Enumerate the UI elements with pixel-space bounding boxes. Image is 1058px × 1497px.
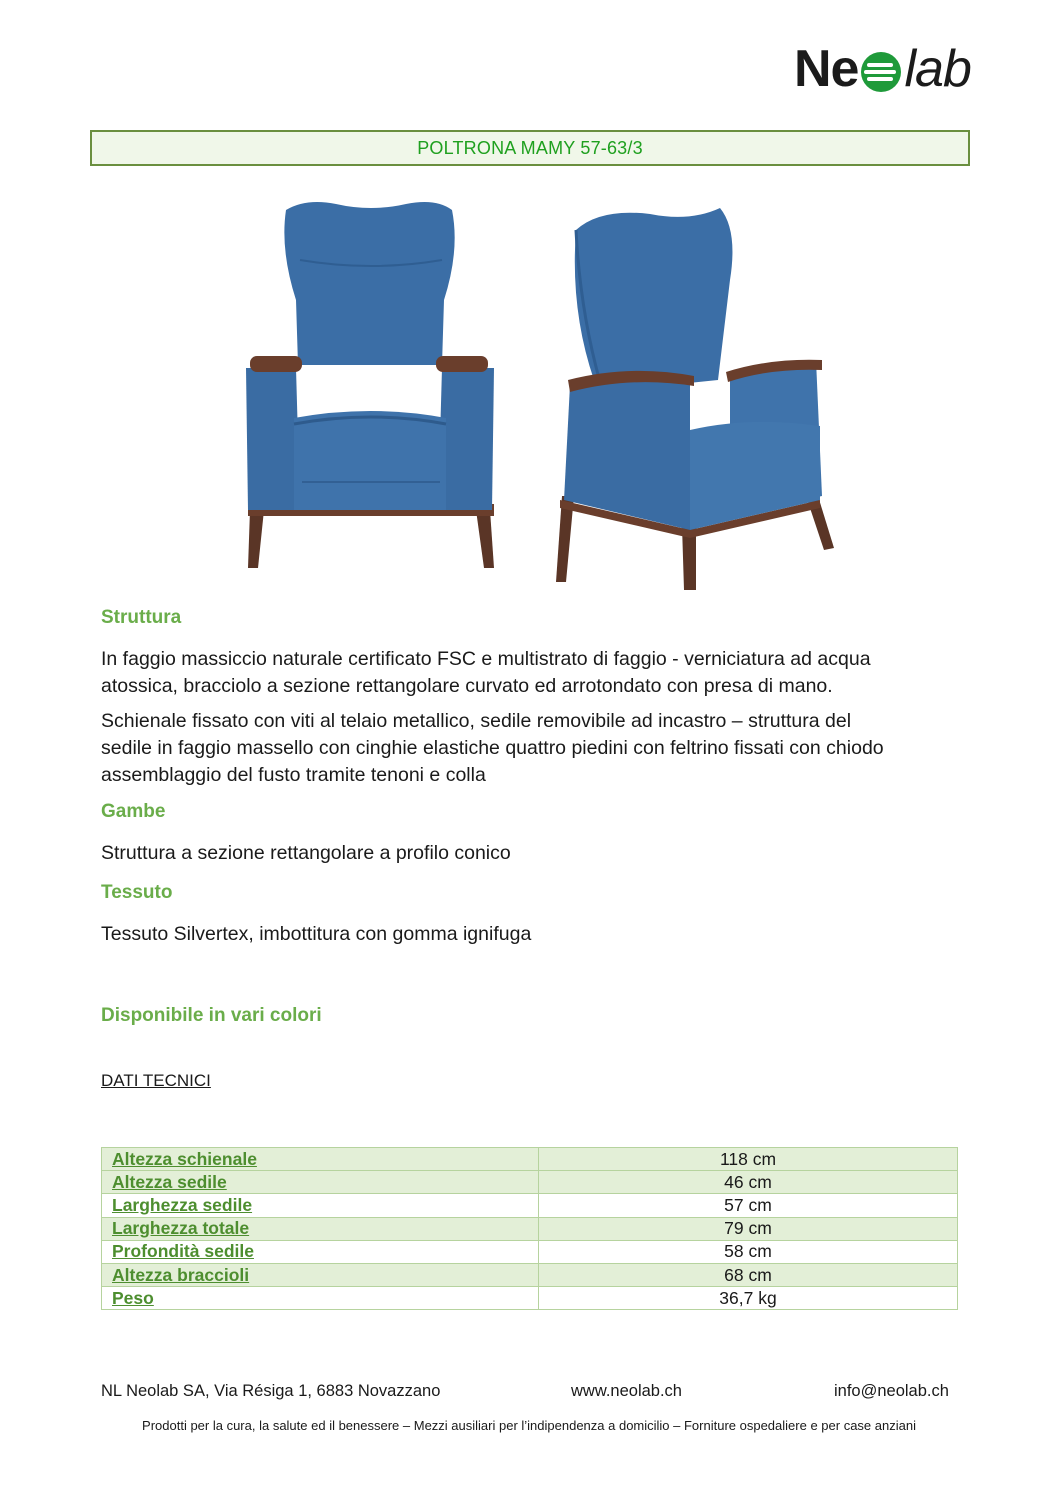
front-view-chair	[236, 190, 506, 580]
struttura-p2-line-3: assemblaggio del fusto tramite tenoni e colla	[101, 764, 486, 786]
gambe-text: Struttura a sezione rettangolare a profilo conico	[101, 842, 511, 864]
tessuto-text: Tessuto Silvertex, imbottitura con gomma ignifuga	[101, 923, 532, 945]
footer-tagline: Prodotti per la cura, la salute ed il benessere – Mezzi ausiliari per l’indipendenza a domicilio – Forniture ospedaliere e per case anziani	[142, 1418, 916, 1433]
heading-colori: Disponibile in vari colori	[101, 1005, 322, 1026]
struttura-p1-line-2: atossica, bracciolo a sezione rettangolare curvato ed arrotondato con presa di mano.	[101, 675, 833, 697]
spec-value: 118 cm	[539, 1148, 958, 1171]
struttura-p1-line-1: In faggio massiccio naturale certificato FSC e multistrato di faggio - verniciatura ad acqua	[101, 648, 871, 670]
struttura-paragraph-2	[101, 708, 971, 789]
side-view-chair	[540, 200, 850, 595]
struttura-p2-line-2: sedile in faggio massello con cinghie elastiche quattro piedini con feltrino fissati con chiodo	[101, 737, 884, 759]
neolab-logo	[794, 38, 1016, 100]
spec-value: 57 cm	[539, 1194, 958, 1217]
spec-label: Profondità sedile	[102, 1240, 539, 1263]
struttura-p2-line-1: Schienale fissato con viti al telaio metallico, sedile removibile ad incastro – struttura del	[101, 710, 852, 732]
product-title: POLTRONA MAMY 57-63/3	[417, 137, 643, 158]
table-row	[102, 1240, 958, 1263]
heading-struttura: Struttura	[101, 607, 182, 628]
spec-value: 68 cm	[539, 1263, 958, 1286]
logo-text-right: lab	[904, 40, 971, 98]
spec-value: 46 cm	[539, 1171, 958, 1194]
footer-address: NL Neolab SA, Via Résiga 1, 6883 Novazzano	[101, 1382, 441, 1400]
table-row	[102, 1217, 958, 1240]
table-row	[102, 1148, 958, 1171]
spec-label: Altezza braccioli	[102, 1263, 539, 1286]
table-row	[102, 1171, 958, 1194]
spec-label: Larghezza sedile	[102, 1194, 539, 1217]
footer-email-link[interactable]: info@neolab.ch	[834, 1382, 949, 1400]
spec-value: 36,7 kg	[539, 1287, 958, 1310]
table-row	[102, 1263, 958, 1286]
table-row	[102, 1194, 958, 1217]
spec-value: 79 cm	[539, 1217, 958, 1240]
spec-label: Altezza sedile	[102, 1171, 539, 1194]
footer-website-link[interactable]: www.neolab.ch	[571, 1382, 682, 1400]
table-row	[102, 1287, 958, 1310]
heading-tessuto: Tessuto	[101, 882, 173, 903]
spec-label: Larghezza totale	[102, 1217, 539, 1240]
logo-globe-icon	[859, 50, 903, 94]
spec-label: Altezza schienale	[102, 1148, 539, 1171]
dati-tecnici-label: DATI TECNICI	[101, 1071, 211, 1090]
spec-value: 58 cm	[539, 1240, 958, 1263]
product-title-box	[90, 130, 970, 166]
specs-table	[101, 1147, 958, 1310]
heading-gambe: Gambe	[101, 801, 166, 822]
spec-label: Peso	[102, 1287, 539, 1310]
struttura-paragraph-1	[101, 646, 971, 700]
logo-text-left: Ne	[794, 40, 859, 98]
